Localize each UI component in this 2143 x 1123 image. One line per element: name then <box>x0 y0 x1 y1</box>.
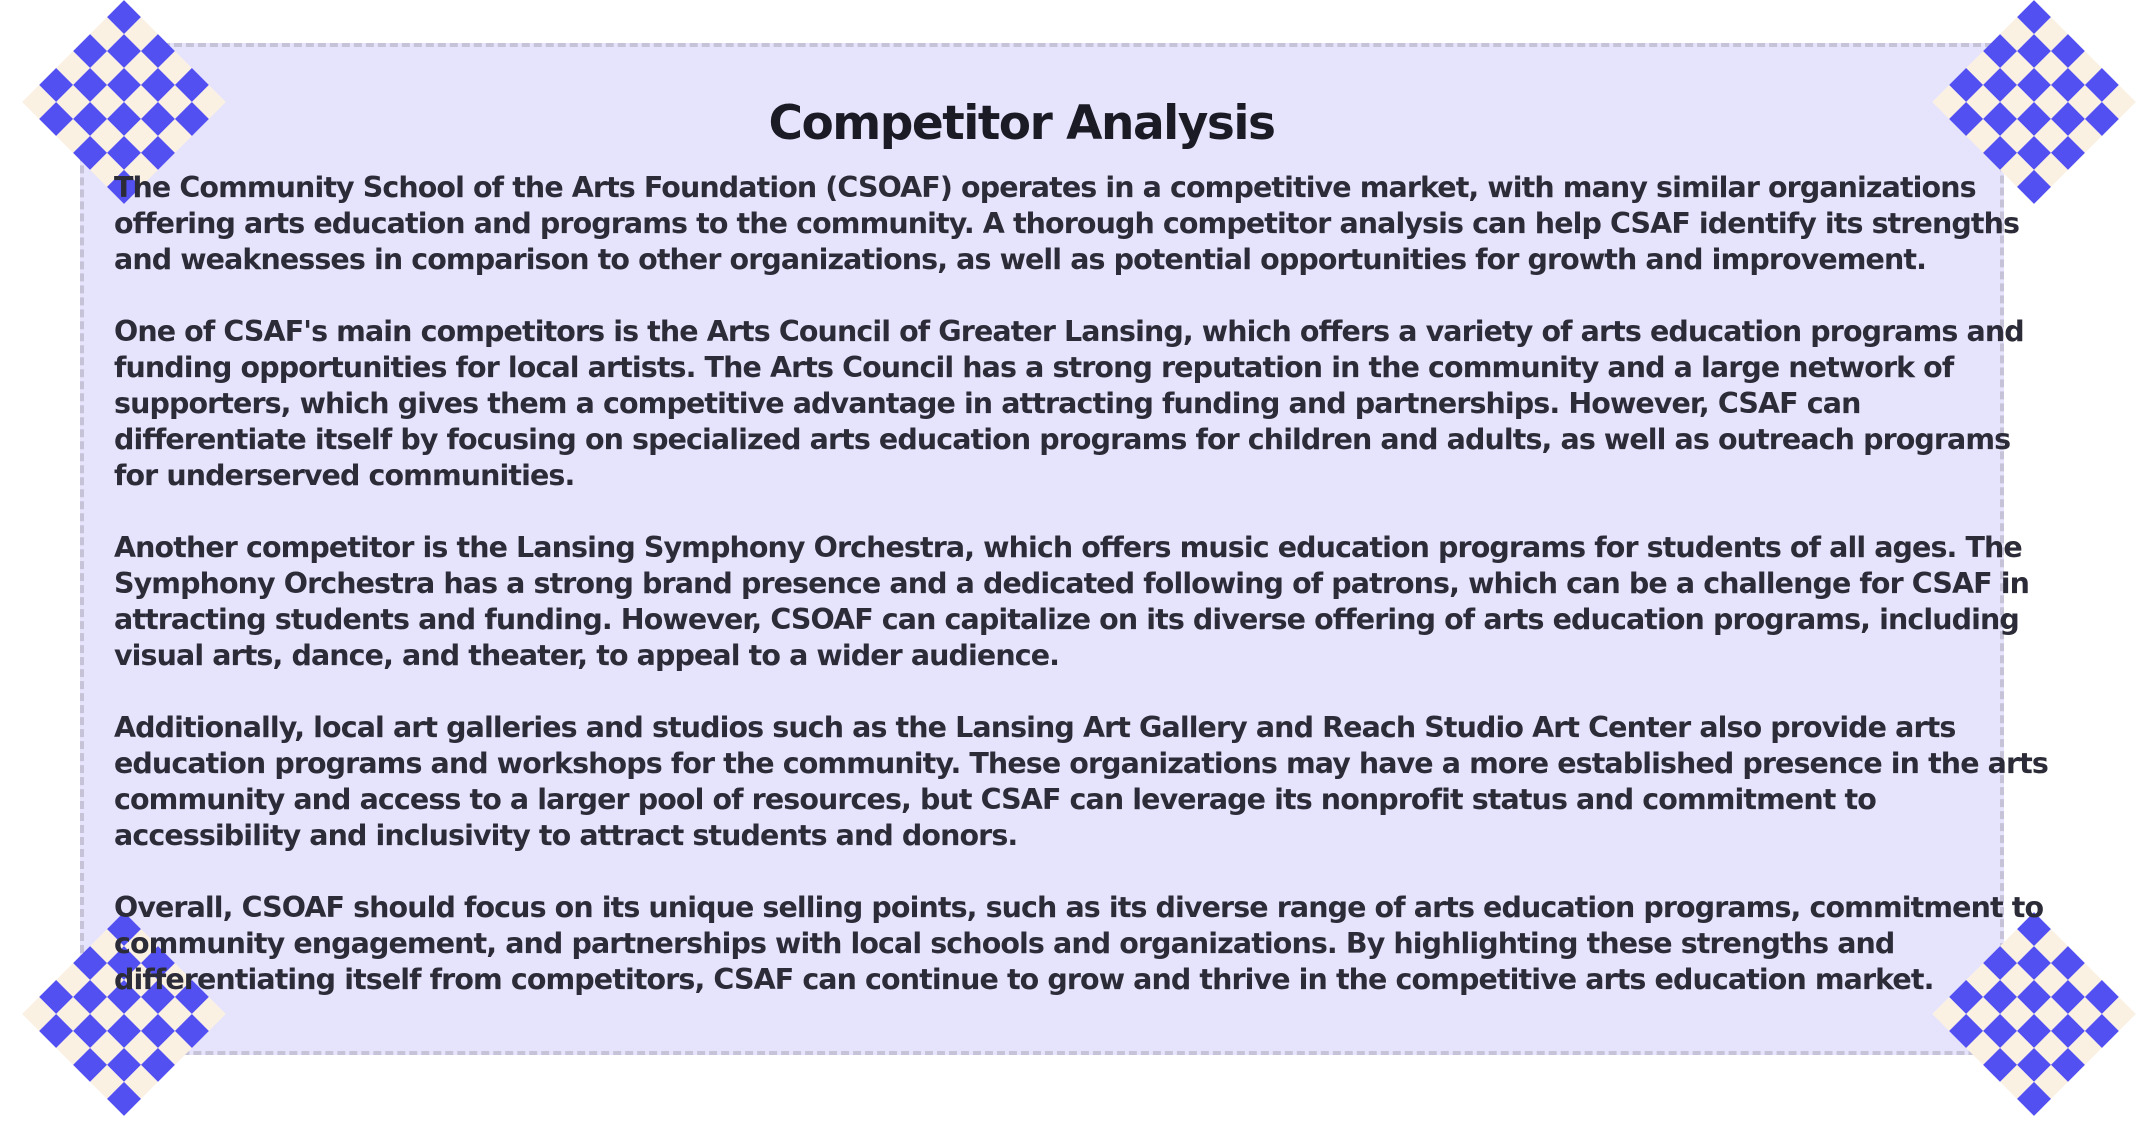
paragraph-symphony: Another competitor is the Lansing Symphony Orchestra, which offers music education programs for students of all ages. The Symphony Orchestra has a strong brand presence and a dedicated following of patrons, which can be a challenge for CSAF in attracting students and funding. However, CSOAF can capitalize on its diverse offering of arts education programs, including visual arts, dance, and theater, to appeal to a wider audience. <box>114 531 2029 672</box>
body-text <box>114 170 2054 1034</box>
paragraph-intro: The Community School of the Arts Foundation (CSOAF) operates in a competitive market, with many similar organizations offering arts education and programs to the community. A thorough competitor analysis can help CSAF identify its strengths and weaknesses in comparison to other organizations, as well as potential opportunities for growth and improvement. <box>114 171 2020 276</box>
paragraph-arts-council: One of CSAF's main competitors is the Arts Council of Greater Lansing, which offers a variety of arts education programs and funding opportunities for local artists. The Arts Council has a strong reputation in the community and a large network of supporters, which gives them a competitive advantage in attracting funding and partnerships. However, CSAF can differentiate itself by focusing on specialized arts education programs for children and adults, as well as outreach programs for underserved communities. <box>114 315 2024 492</box>
paragraph-galleries: Additionally, local art galleries and studios such as the Lansing Art Gallery and Reach Studio Art Center also provide arts education programs and workshops for the community. These organizations may have a more established presence in the arts community and access to a larger pool of resources, but CSAF can leverage its nonprofit status and commitment to accessibility and inclusivity to attract students and donors. <box>114 711 2048 852</box>
page-title: Competitor Analysis <box>768 96 1275 151</box>
paragraph-conclusion: Overall, CSOAF should focus on its unique selling points, such as its diverse range of arts education programs, commitment to community engagement, and partnerships with local schools and organizations. By highlighting these strengths and differentiating itself from competitors, CSAF can continue to grow and thrive in the competitive arts education market. <box>114 891 2044 996</box>
